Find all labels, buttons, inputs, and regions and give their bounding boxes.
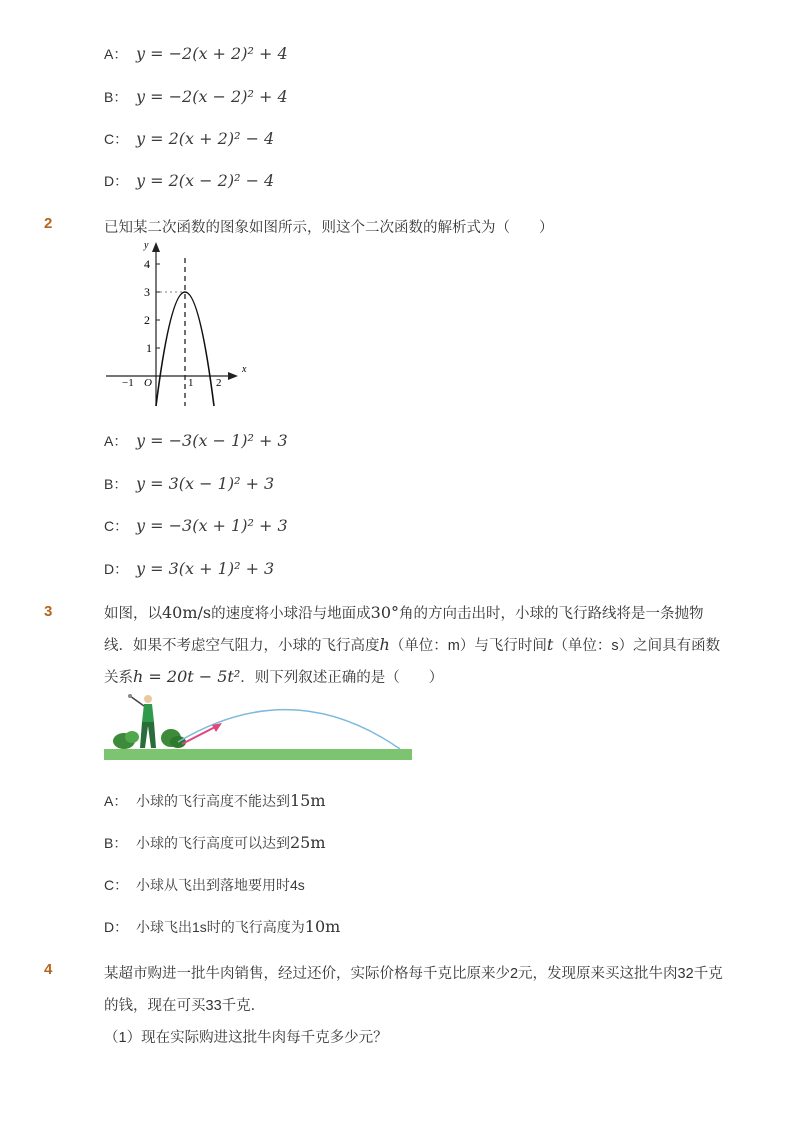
q2-option-c[interactable]: [104, 516, 288, 536]
option-text: 小球的飞行高度可以达到: [136, 835, 290, 851]
golfer-head: [144, 695, 152, 703]
option-value: 10m: [304, 917, 341, 936]
parabola-graph: [100, 238, 260, 410]
q2-option-a[interactable]: [104, 431, 288, 451]
option-label: B：: [104, 476, 128, 492]
option-label: A：: [104, 46, 128, 62]
q3-option-b[interactable]: [104, 833, 326, 853]
q1-option-d[interactable]: [104, 171, 274, 191]
var-h: h: [379, 635, 390, 654]
x-tick-label: 2: [216, 377, 222, 389]
y-axis-arrow: [152, 242, 160, 252]
option-text: 小球从飞出到落地要用时4s: [136, 877, 305, 893]
golf-club: [130, 696, 144, 706]
y-tick-label: 4: [144, 257, 150, 271]
option-value: 25m: [290, 833, 326, 852]
question-number: 4: [44, 961, 53, 978]
option-text: 小球飞出1s时的飞行高度为: [136, 919, 305, 935]
x-axis-label: x: [242, 364, 247, 375]
option-expression: y = −2(x − 2)² + 4: [136, 87, 288, 106]
q3-option-a[interactable]: [104, 791, 326, 811]
q3-option-c[interactable]: [104, 875, 305, 895]
x-axis-arrow: [228, 372, 238, 380]
x-tick-label: 1: [188, 377, 194, 389]
question-text: 已知某二次函数的图象如图所示，则这个二次函数的解析式为（ ）: [104, 220, 554, 236]
option-value: 15m: [290, 791, 326, 810]
y-axis-label: y: [144, 240, 149, 251]
option-label: C：: [104, 518, 129, 534]
question-number: 3: [44, 603, 53, 620]
question-number: 2: [44, 215, 53, 232]
launch-arrow: [182, 726, 217, 744]
question-line-2: 的钱，现在可买33千克．: [104, 998, 266, 1014]
option-expression: y = 2(x − 2)² − 4: [136, 171, 275, 190]
q3-option-d[interactable]: [104, 917, 340, 937]
q1-option-a[interactable]: [104, 44, 288, 64]
height-formula: h = 20t − 5t²: [133, 667, 241, 686]
golfer-body: [142, 704, 154, 722]
q2-option-b[interactable]: [104, 474, 274, 494]
option-label: D：: [104, 561, 129, 577]
var-t: t: [546, 635, 554, 654]
option-expression: y = 2(x + 2)² − 4: [136, 129, 275, 148]
option-label: C：: [104, 877, 129, 893]
y-tick-label: 2: [144, 313, 150, 327]
golf-trajectory-illustration: [104, 692, 412, 762]
grass-strip: [104, 749, 412, 760]
q2-option-d[interactable]: [104, 559, 274, 579]
y-tick-label: 3: [144, 285, 150, 299]
x-tick-label: −1: [122, 377, 134, 389]
question-line-2: 线．如果不考虑空气阻力，小球的飞行高度h（单位：m）与飞行时间t（单位：s）之间具有函数: [104, 635, 721, 654]
option-label: B：: [104, 835, 128, 851]
y-tick-label: 1: [146, 341, 152, 355]
option-expression: y = 3(x + 1)² + 3: [136, 559, 275, 578]
speed-value: 40m/s: [162, 603, 212, 622]
option-label: C：: [104, 131, 129, 147]
option-text: 小球的飞行高度不能达到: [136, 793, 290, 809]
origin-label: O: [144, 377, 152, 389]
question-line-3: 关系h = 20t − 5t²．则下列叙述正确的是（ ）: [104, 667, 444, 686]
question-line-1: 某超市购进一批牛肉销售，经过还价，实际价格每千克比原来少2元，发现原来买这批牛肉32千克: [104, 966, 723, 982]
question-line-1: 如图，以40m/s的速度将小球沿与地面成30°角的方向击出时，小球的飞行路线将是一条抛物: [104, 603, 704, 622]
option-label: A：: [104, 433, 128, 449]
option-expression: y = 3(x − 1)² + 3: [136, 474, 275, 493]
option-label: D：: [104, 919, 129, 935]
option-expression: y = −3(x + 1)² + 3: [136, 516, 288, 535]
option-label: B：: [104, 89, 128, 105]
q1-option-c[interactable]: [104, 129, 274, 149]
option-expression: y = −3(x − 1)² + 3: [136, 431, 288, 450]
q1-option-b[interactable]: [104, 87, 288, 107]
option-label: A：: [104, 793, 128, 809]
option-expression: y = −2(x + 2)² + 4: [136, 44, 288, 63]
option-label: D：: [104, 173, 129, 189]
sub-question-1: （1）现在实际购进这批牛肉每千克多少元？: [104, 1030, 388, 1046]
angle-value: 30°: [370, 603, 399, 622]
